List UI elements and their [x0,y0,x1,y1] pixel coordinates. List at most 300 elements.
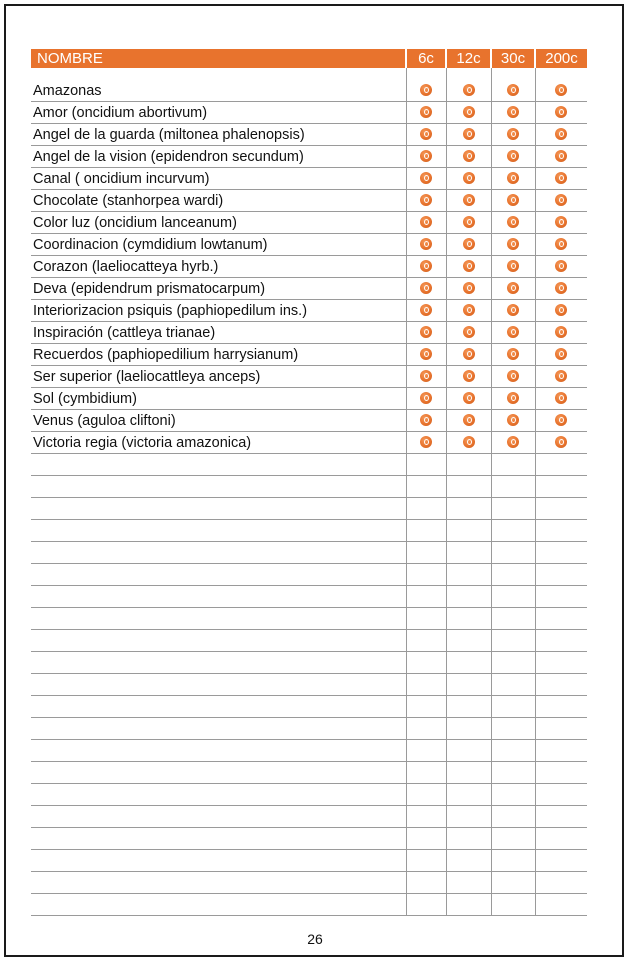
remedy-name: Victoria regia (victoria amazonica) [31,432,406,454]
circle-dot-icon [555,260,567,272]
blank-name-cell [31,762,406,784]
blank-potency-cell [491,828,535,850]
circle-dot-icon [507,436,519,448]
circle-dot-icon [555,392,567,404]
circle-dot-icon [555,238,567,250]
circle-dot-icon [420,84,432,96]
blank-table-row [31,542,587,564]
potency-cell-6c [406,124,446,146]
table-header-row [31,49,587,68]
blank-potency-cell [406,476,446,498]
potency-cell-200c [535,212,587,234]
potency-cell-6c [406,410,446,432]
blank-potency-cell [406,828,446,850]
circle-dot-icon [507,370,519,382]
blank-potency-cell [446,762,491,784]
blank-potency-cell [446,454,491,476]
potency-cell-6c [406,102,446,124]
blank-potency-cell [446,718,491,740]
blank-potency-cell [491,696,535,718]
circle-dot-icon [507,194,519,206]
blank-potency-cell [535,652,587,674]
blank-potency-cell [535,542,587,564]
table-row [31,80,587,102]
blank-potency-cell [406,586,446,608]
circle-dot-icon [463,194,475,206]
blank-potency-cell [446,542,491,564]
blank-table-row [31,828,587,850]
remedy-name: Color luz (oncidium lanceanum) [31,212,406,234]
potency-cell-12c [446,168,491,190]
table-row [31,388,587,410]
blank-potency-cell [535,630,587,652]
potency-cell-30c [491,256,535,278]
blank-table-row [31,564,587,586]
blank-potency-cell [446,894,491,916]
circle-dot-icon [507,238,519,250]
blank-potency-cell [406,674,446,696]
blank-table-row [31,674,587,696]
circle-dot-icon [555,348,567,360]
blank-name-cell [31,828,406,850]
blank-potency-cell [491,564,535,586]
potency-cell-200c [535,102,587,124]
circle-dot-icon [420,348,432,360]
circle-dot-icon [463,370,475,382]
blank-potency-cell [406,740,446,762]
blank-name-cell [31,674,406,696]
header-6c: 6c [406,49,446,68]
circle-dot-icon [555,414,567,426]
blank-name-cell [31,894,406,916]
blank-potency-cell [446,784,491,806]
potency-cell-6c [406,168,446,190]
potency-cell-30c [491,300,535,322]
circle-dot-icon [555,216,567,228]
potency-cell-200c [535,146,587,168]
blank-name-cell [31,476,406,498]
blank-name-cell [31,652,406,674]
blank-potency-cell [446,652,491,674]
circle-dot-icon [420,238,432,250]
potency-cell-30c [491,388,535,410]
blank-table-row [31,630,587,652]
blank-table-row [31,872,587,894]
blank-table-row [31,696,587,718]
potency-cell-12c [446,234,491,256]
blank-potency-cell [535,520,587,542]
circle-dot-icon [463,436,475,448]
potency-cell-6c [406,344,446,366]
table-row [31,234,587,256]
remedies-table [31,49,587,916]
blank-table-row [31,718,587,740]
potency-cell-30c [491,234,535,256]
blank-name-cell [31,520,406,542]
circle-dot-icon [463,326,475,338]
header-30c: 30c [491,49,535,68]
circle-dot-icon [507,348,519,360]
blank-name-cell [31,542,406,564]
blank-name-cell [31,586,406,608]
circle-dot-icon [420,282,432,294]
table-row [31,366,587,388]
blank-potency-cell [491,806,535,828]
potency-cell-12c [446,190,491,212]
circle-dot-icon [463,216,475,228]
blank-potency-cell [491,520,535,542]
circle-dot-icon [555,106,567,118]
blank-potency-cell [535,564,587,586]
blank-potency-cell [406,652,446,674]
circle-dot-icon [555,84,567,96]
blank-name-cell [31,784,406,806]
potency-cell-30c [491,146,535,168]
potency-cell-30c [491,124,535,146]
circle-dot-icon [507,260,519,272]
circle-dot-icon [463,128,475,140]
blank-potency-cell [535,762,587,784]
blank-potency-cell [446,674,491,696]
potency-cell-200c [535,124,587,146]
blank-potency-cell [406,454,446,476]
circle-dot-icon [463,414,475,426]
table-row [31,190,587,212]
blank-table-row [31,850,587,872]
blank-potency-cell [535,718,587,740]
blank-potency-cell [491,454,535,476]
potency-cell-30c [491,432,535,454]
blank-potency-cell [491,630,535,652]
circle-dot-icon [507,392,519,404]
blank-potency-cell [535,674,587,696]
blank-potency-cell [491,608,535,630]
blank-potency-cell [491,718,535,740]
blank-table-row [31,586,587,608]
potency-cell-6c [406,212,446,234]
potency-cell-12c [446,124,491,146]
potency-cell-12c [446,410,491,432]
blank-potency-cell [446,520,491,542]
blank-potency-cell [535,498,587,520]
remedy-name: Inspiración (cattleya trianae) [31,322,406,344]
potency-cell-200c [535,410,587,432]
circle-dot-icon [420,370,432,382]
blank-potency-cell [535,784,587,806]
circle-dot-icon [555,304,567,316]
circle-dot-icon [507,282,519,294]
potency-cell-12c [446,432,491,454]
blank-potency-cell [406,806,446,828]
circle-dot-icon [555,172,567,184]
blank-potency-cell [535,740,587,762]
header-nombre: NOMBRE [31,49,406,68]
circle-dot-icon [555,194,567,206]
blank-potency-cell [406,564,446,586]
blank-potency-cell [535,894,587,916]
remedy-name: Deva (epidendrum prismatocarpum) [31,278,406,300]
blank-potency-cell [535,586,587,608]
blank-name-cell [31,806,406,828]
blank-name-cell [31,740,406,762]
blank-potency-cell [406,542,446,564]
potency-cell-6c [406,300,446,322]
circle-dot-icon [463,84,475,96]
blank-potency-cell [446,476,491,498]
potency-cell-200c [535,344,587,366]
circle-dot-icon [507,216,519,228]
circle-dot-icon [420,216,432,228]
table-row [31,168,587,190]
header-12c: 12c [446,49,491,68]
remedy-name: Ser superior (laeliocattleya anceps) [31,366,406,388]
remedy-name: Interiorizacion psiquis (paphiopedilum ins.) [31,300,406,322]
blank-potency-cell [446,586,491,608]
circle-dot-icon [420,106,432,118]
remedy-name: Angel de la vision (epidendron secundum) [31,146,406,168]
blank-name-cell [31,564,406,586]
blank-name-cell [31,718,406,740]
circle-dot-icon [507,84,519,96]
remedy-name: Chocolate (stanhorpea wardi) [31,190,406,212]
circle-dot-icon [420,326,432,338]
circle-dot-icon [463,304,475,316]
blank-potency-cell [406,608,446,630]
table-row [31,146,587,168]
potency-cell-30c [491,410,535,432]
potency-cell-30c [491,212,535,234]
page-number: 26 [307,931,323,947]
circle-dot-icon [463,238,475,250]
blank-potency-cell [406,520,446,542]
remedy-name: Canal ( oncidium incurvum) [31,168,406,190]
blank-potency-cell [491,498,535,520]
potency-cell-200c [535,234,587,256]
circle-dot-icon [463,106,475,118]
potency-cell-12c [446,322,491,344]
potency-cell-12c [446,388,491,410]
potency-cell-12c [446,300,491,322]
potency-cell-12c [446,256,491,278]
table-row [31,256,587,278]
blank-potency-cell [406,872,446,894]
circle-dot-icon [507,326,519,338]
potency-cell-30c [491,190,535,212]
blank-potency-cell [491,652,535,674]
circle-dot-icon [555,436,567,448]
potency-cell-6c [406,234,446,256]
table-row [31,278,587,300]
circle-dot-icon [555,150,567,162]
circle-dot-icon [463,282,475,294]
blank-potency-cell [406,630,446,652]
blank-potency-cell [535,608,587,630]
blank-potency-cell [446,696,491,718]
blank-potency-cell [406,696,446,718]
circle-dot-icon [420,128,432,140]
circle-dot-icon [463,348,475,360]
blank-potency-cell [446,872,491,894]
blank-table-row [31,652,587,674]
blank-potency-cell [535,476,587,498]
potency-cell-200c [535,80,587,102]
potency-cell-12c [446,80,491,102]
potency-cell-6c [406,278,446,300]
circle-dot-icon [420,414,432,426]
blank-potency-cell [446,498,491,520]
header-spacer-row [31,68,587,80]
blank-potency-cell [446,740,491,762]
potency-cell-200c [535,366,587,388]
circle-dot-icon [420,150,432,162]
remedy-name: Amor (oncidium abortivum) [31,102,406,124]
table-row [31,300,587,322]
blank-table-row [31,520,587,542]
blank-table-row [31,740,587,762]
potency-cell-200c [535,388,587,410]
blank-potency-cell [406,762,446,784]
blank-table-row [31,476,587,498]
blank-potency-cell [535,872,587,894]
remedy-name: Amazonas [31,80,406,102]
blank-potency-cell [535,828,587,850]
circle-dot-icon [463,172,475,184]
potency-cell-200c [535,432,587,454]
blank-name-cell [31,498,406,520]
circle-dot-icon [507,150,519,162]
table-row [31,410,587,432]
blank-potency-cell [406,498,446,520]
circle-dot-icon [463,150,475,162]
potency-cell-6c [406,146,446,168]
potency-cell-30c [491,344,535,366]
blank-potency-cell [535,696,587,718]
blank-potency-cell [446,806,491,828]
potency-cell-6c [406,432,446,454]
circle-dot-icon [420,172,432,184]
potency-cell-6c [406,388,446,410]
potency-cell-200c [535,168,587,190]
blank-table-row [31,454,587,476]
circle-dot-icon [555,326,567,338]
blank-potency-cell [491,542,535,564]
remedy-name: Corazon (laeliocatteya hyrb.) [31,256,406,278]
blank-potency-cell [491,740,535,762]
circle-dot-icon [420,392,432,404]
remedy-name: Recuerdos (paphiopedilium harrysianum) [31,344,406,366]
potency-cell-12c [446,344,491,366]
circle-dot-icon [555,282,567,294]
blank-potency-cell [491,784,535,806]
potency-cell-30c [491,168,535,190]
blank-potency-cell [446,828,491,850]
blank-name-cell [31,630,406,652]
blank-potency-cell [491,476,535,498]
potency-cell-6c [406,322,446,344]
blank-potency-cell [491,762,535,784]
blank-name-cell [31,608,406,630]
blank-potency-cell [446,608,491,630]
blank-table-row [31,806,587,828]
blank-name-cell [31,696,406,718]
potency-cell-12c [446,146,491,168]
blank-table-row [31,762,587,784]
table-row [31,432,587,454]
blank-table-row [31,498,587,520]
blank-potency-cell [446,850,491,872]
table-row [31,102,587,124]
blank-potency-cell [491,894,535,916]
circle-dot-icon [507,172,519,184]
blank-potency-cell [406,784,446,806]
potency-cell-12c [446,102,491,124]
table-row [31,212,587,234]
blank-table-row [31,894,587,916]
potency-cell-30c [491,366,535,388]
potency-cell-30c [491,322,535,344]
circle-dot-icon [420,304,432,316]
blank-potency-cell [535,454,587,476]
potency-cell-30c [491,102,535,124]
circle-dot-icon [555,370,567,382]
blank-potency-cell [446,630,491,652]
potency-cell-200c [535,256,587,278]
potency-cell-6c [406,366,446,388]
blank-potency-cell [406,894,446,916]
blank-potency-cell [535,850,587,872]
potency-cell-200c [535,278,587,300]
circle-dot-icon [507,106,519,118]
blank-potency-cell [491,586,535,608]
table-body [31,68,587,916]
blank-potency-cell [535,806,587,828]
blank-table-row [31,608,587,630]
potency-cell-6c [406,190,446,212]
remedy-name: Venus (aguloa cliftoni) [31,410,406,432]
circle-dot-icon [420,194,432,206]
potency-cell-6c [406,256,446,278]
blank-potency-cell [491,872,535,894]
circle-dot-icon [507,304,519,316]
circle-dot-icon [507,414,519,426]
potency-cell-200c [535,322,587,344]
remedy-name: Angel de la guarda (miltonea phalenopsis) [31,124,406,146]
table-row [31,322,587,344]
blank-table-row [31,784,587,806]
remedies-table-container [31,49,587,916]
potency-cell-200c [535,300,587,322]
table-row [31,124,587,146]
potency-cell-12c [446,278,491,300]
table-row [31,344,587,366]
circle-dot-icon [420,436,432,448]
blank-name-cell [31,872,406,894]
remedy-name: Coordinacion (cymdidium lowtanum) [31,234,406,256]
potency-cell-30c [491,278,535,300]
circle-dot-icon [463,260,475,272]
potency-cell-30c [491,80,535,102]
circle-dot-icon [555,128,567,140]
blank-name-cell [31,454,406,476]
blank-potency-cell [491,674,535,696]
potency-cell-200c [535,190,587,212]
circle-dot-icon [420,260,432,272]
blank-potency-cell [491,850,535,872]
potency-cell-12c [446,366,491,388]
blank-name-cell [31,850,406,872]
circle-dot-icon [463,392,475,404]
circle-dot-icon [507,128,519,140]
